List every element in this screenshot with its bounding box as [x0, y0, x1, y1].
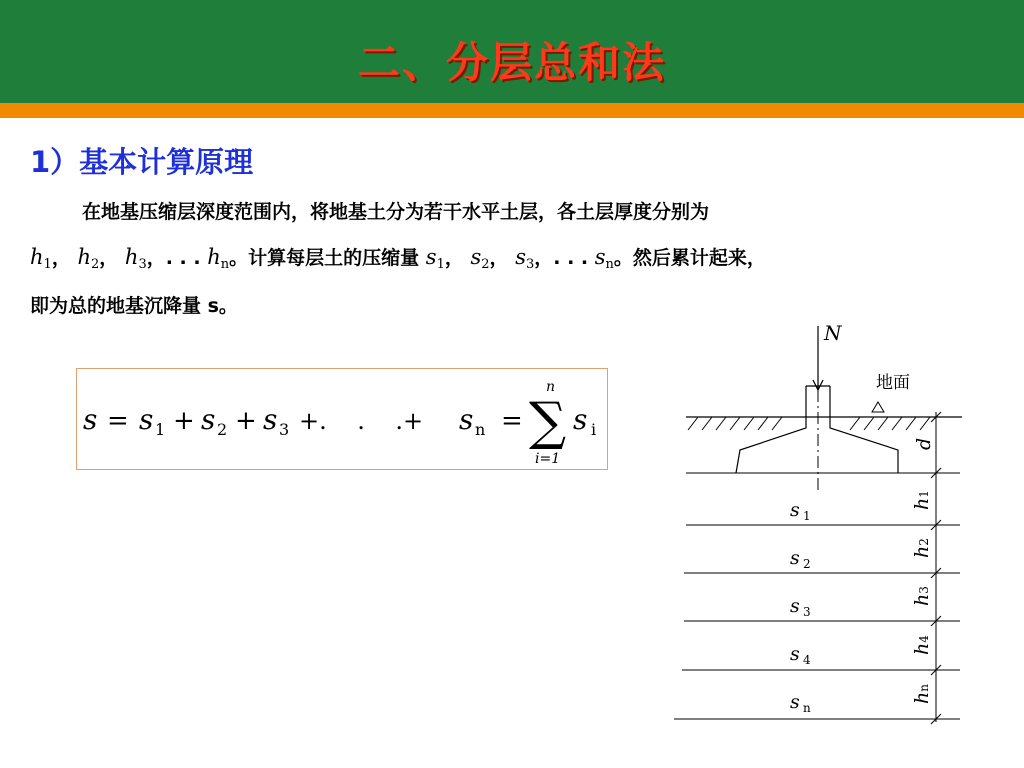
- load-label: N: [824, 321, 842, 345]
- layer-s-label: s: [790, 547, 800, 569]
- layer-h-label: h3: [911, 586, 933, 606]
- h-symbol: h: [30, 245, 44, 269]
- foundation-diagram-svg: [672, 318, 972, 728]
- sigma-symbol: ∑: [529, 392, 567, 452]
- paragraph-mid-text: 。计算每层土的压缩量: [229, 247, 420, 269]
- layer-s-sub: 4: [803, 653, 811, 667]
- paragraph-line-1: 在地基压缩层深度范围内，将地基土分为若干水平土层，各土层厚度分别为: [82, 201, 710, 223]
- footing-outline: [736, 386, 898, 473]
- layer-s-label: s: [790, 643, 800, 665]
- s-subscript: 1: [436, 257, 445, 272]
- thickness-labels: [911, 490, 933, 704]
- s-subscript: 2: [481, 257, 490, 272]
- sum-upper-limit: n: [546, 379, 556, 395]
- s-symbol: s: [470, 245, 482, 269]
- page-title: 二、分层总和法: [357, 38, 666, 87]
- formula-dots: +. . .+: [299, 407, 424, 435]
- formula-term-n: s: [459, 403, 474, 436]
- formula-plus: +: [235, 406, 257, 436]
- s-symbol: s: [515, 245, 526, 269]
- foundation-diagram: [672, 318, 972, 732]
- sum-lower-limit: i=1: [535, 451, 561, 467]
- layer-s-label: s: [790, 595, 800, 617]
- formula-equals: =: [107, 406, 129, 436]
- h-subscript: n: [220, 257, 230, 272]
- ground-marker: [872, 402, 884, 412]
- section-title: 1）基本计算原理: [30, 145, 254, 179]
- ground-hatching-left: [688, 417, 782, 430]
- formula-term-3: s: [263, 403, 278, 436]
- formula-term-3-sub: 3: [279, 420, 290, 439]
- separator: ，: [99, 247, 119, 269]
- s-subscript: 3: [525, 257, 535, 272]
- h-symbol: h: [124, 245, 139, 269]
- ellipsis: ，. . .: [534, 247, 589, 269]
- h-subscript: 2: [90, 257, 100, 272]
- formula-si: s: [573, 403, 588, 436]
- h-subscript: 1: [43, 257, 52, 272]
- s-subscript: n: [605, 257, 614, 272]
- ground-label: 地面: [876, 373, 910, 393]
- formula-term-1: s: [139, 403, 154, 436]
- formula-term-2-sub: 2: [217, 420, 228, 439]
- formula-lhs: s: [83, 403, 98, 436]
- layer-h-label: h2: [911, 538, 933, 558]
- paragraph-end-text: 。然后累计起来，: [613, 247, 766, 269]
- ground-hatching-right: [850, 417, 930, 430]
- formula-term-n-sub: n: [475, 420, 486, 439]
- separator: ，: [444, 247, 464, 269]
- layer-h-label: h4: [911, 635, 933, 655]
- h-subscript: 3: [138, 257, 147, 272]
- paragraph-line-3: 即为总的地基沉降量 s。: [30, 295, 238, 317]
- formula-box: [76, 368, 608, 470]
- layer-h-label: hn: [911, 684, 933, 704]
- layer-s-label: s: [790, 691, 800, 713]
- separator: ，: [489, 247, 509, 269]
- header-stripe: [0, 103, 1024, 118]
- layer-s-sub: 3: [803, 605, 811, 619]
- h-symbol: h: [77, 245, 91, 269]
- h-symbol: h: [207, 245, 221, 269]
- layer-s-sub: 2: [803, 557, 811, 571]
- layer-s-label: s: [790, 499, 800, 521]
- formula-svg: [77, 369, 609, 471]
- layer-h-label: h1: [911, 490, 933, 510]
- layer-s-sub: 1: [803, 509, 811, 523]
- layer-s-sub: n: [803, 701, 811, 715]
- formula-equals-2: =: [501, 406, 523, 436]
- formula-term-2: s: [201, 403, 216, 436]
- depth-label: d: [913, 437, 935, 450]
- separator: ，: [51, 247, 71, 269]
- s-symbol: s: [425, 245, 437, 269]
- formula-plus: +: [173, 406, 195, 436]
- formula-si-sub: i: [591, 420, 597, 439]
- s-symbol: s: [594, 245, 606, 269]
- ellipsis: ，. . .: [146, 247, 201, 269]
- paragraph-line-2: [30, 244, 1000, 278]
- layer-labels: [790, 499, 811, 715]
- formula-term-1-sub: 1: [155, 420, 166, 439]
